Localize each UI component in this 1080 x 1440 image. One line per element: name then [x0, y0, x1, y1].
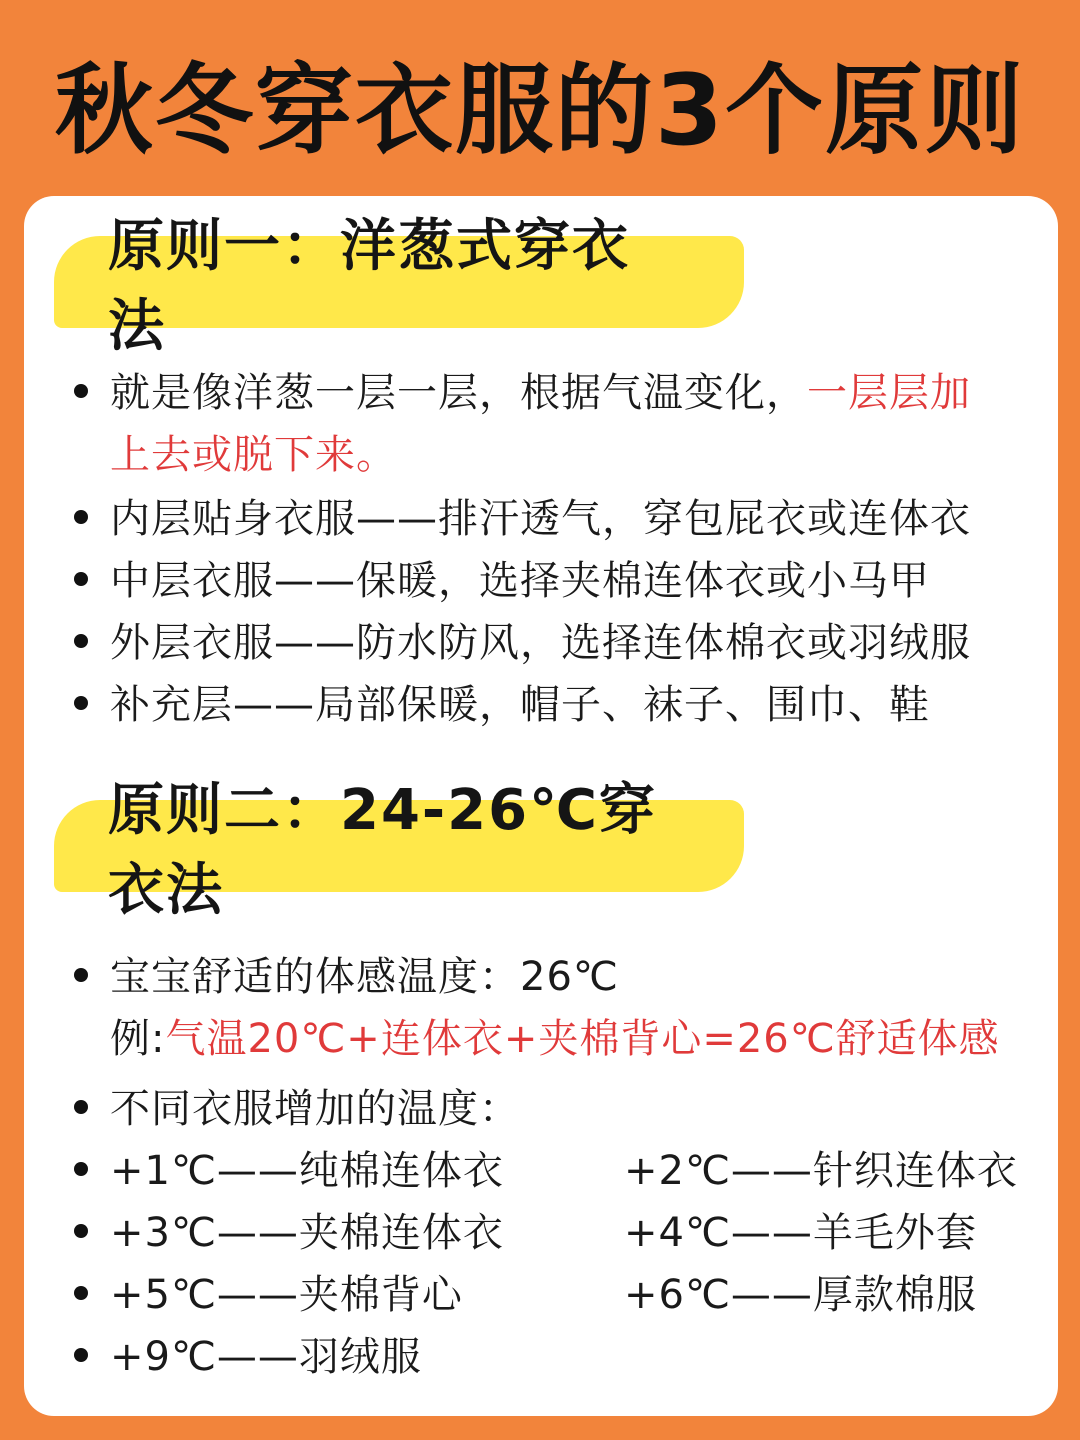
list-title: 不同衣服增加的温度： [110, 1086, 520, 1132]
bullet-icon [74, 968, 88, 982]
clothing-temp-right: +2℃——针织连体衣 [624, 1148, 1018, 1194]
page-title: 秋冬穿衣服的3个原则 [54, 54, 1026, 168]
highlight-text: 一层层加 [807, 370, 971, 416]
list-item [74, 1264, 463, 1326]
clothing-temp-left: +5℃——夹棉背心 [110, 1272, 463, 1318]
clothing-temp-left: +3℃——夹棉连体衣 [110, 1210, 504, 1256]
bullet-icon [74, 384, 88, 398]
example-line [110, 1008, 1000, 1070]
clothing-temp-left: +1℃——纯棉连体衣 [110, 1148, 504, 1194]
list-item [74, 550, 930, 612]
clothing-temp-right: +6℃——厚款棉服 [624, 1272, 977, 1318]
clothing-temp-right: +4℃——羊毛外套 [624, 1210, 977, 1256]
item-text: 补充层——局部保暖，帽子、袜子、围巾、鞋 [110, 682, 930, 728]
bullet-icon [74, 1100, 88, 1114]
item-text: 中层衣服——保暖，选择夹棉连体衣或小马甲 [110, 558, 930, 604]
example-prefix: 例: [110, 1016, 166, 1062]
bullet-icon [74, 572, 88, 586]
section-heading-temperature: 原则二：24-26℃穿衣法 [54, 800, 744, 892]
bullet-icon [74, 696, 88, 710]
list-item [74, 674, 930, 736]
content-card [24, 196, 1058, 1416]
bullet-icon [74, 1286, 88, 1300]
item-text: 内层贴身衣服——排汗透气，穿包屁衣或连体衣 [110, 496, 971, 542]
list-item [74, 946, 619, 1008]
section-heading-onion: 原则一：洋葱式穿衣法 [54, 236, 744, 328]
clothing-temp-left: +9℃——羽绒服 [110, 1334, 422, 1380]
list-item [74, 488, 971, 550]
list-item [74, 362, 971, 424]
list-item [74, 612, 971, 674]
item-text: 就是像洋葱一层一层，根据气温变化， [110, 370, 807, 416]
item-continuation: 上去或脱下来。 [110, 432, 397, 478]
bullet-icon [74, 1162, 88, 1176]
bullet-icon [74, 1224, 88, 1238]
bullet-icon [74, 634, 88, 648]
bullet-icon [74, 510, 88, 524]
item-text: 外层衣服——防水防风，选择连体棉衣或羽绒服 [110, 620, 971, 666]
bullet-icon [74, 1348, 88, 1362]
example-formula: 气温20℃+连体衣+夹棉背心=26℃舒适体感 [165, 1016, 1000, 1062]
list-item [74, 1078, 520, 1140]
list-item [74, 1202, 504, 1264]
comfort-temperature: 宝宝舒适的体感温度：26℃ [110, 954, 619, 1000]
list-item [74, 1140, 504, 1202]
list-item [74, 1326, 422, 1388]
